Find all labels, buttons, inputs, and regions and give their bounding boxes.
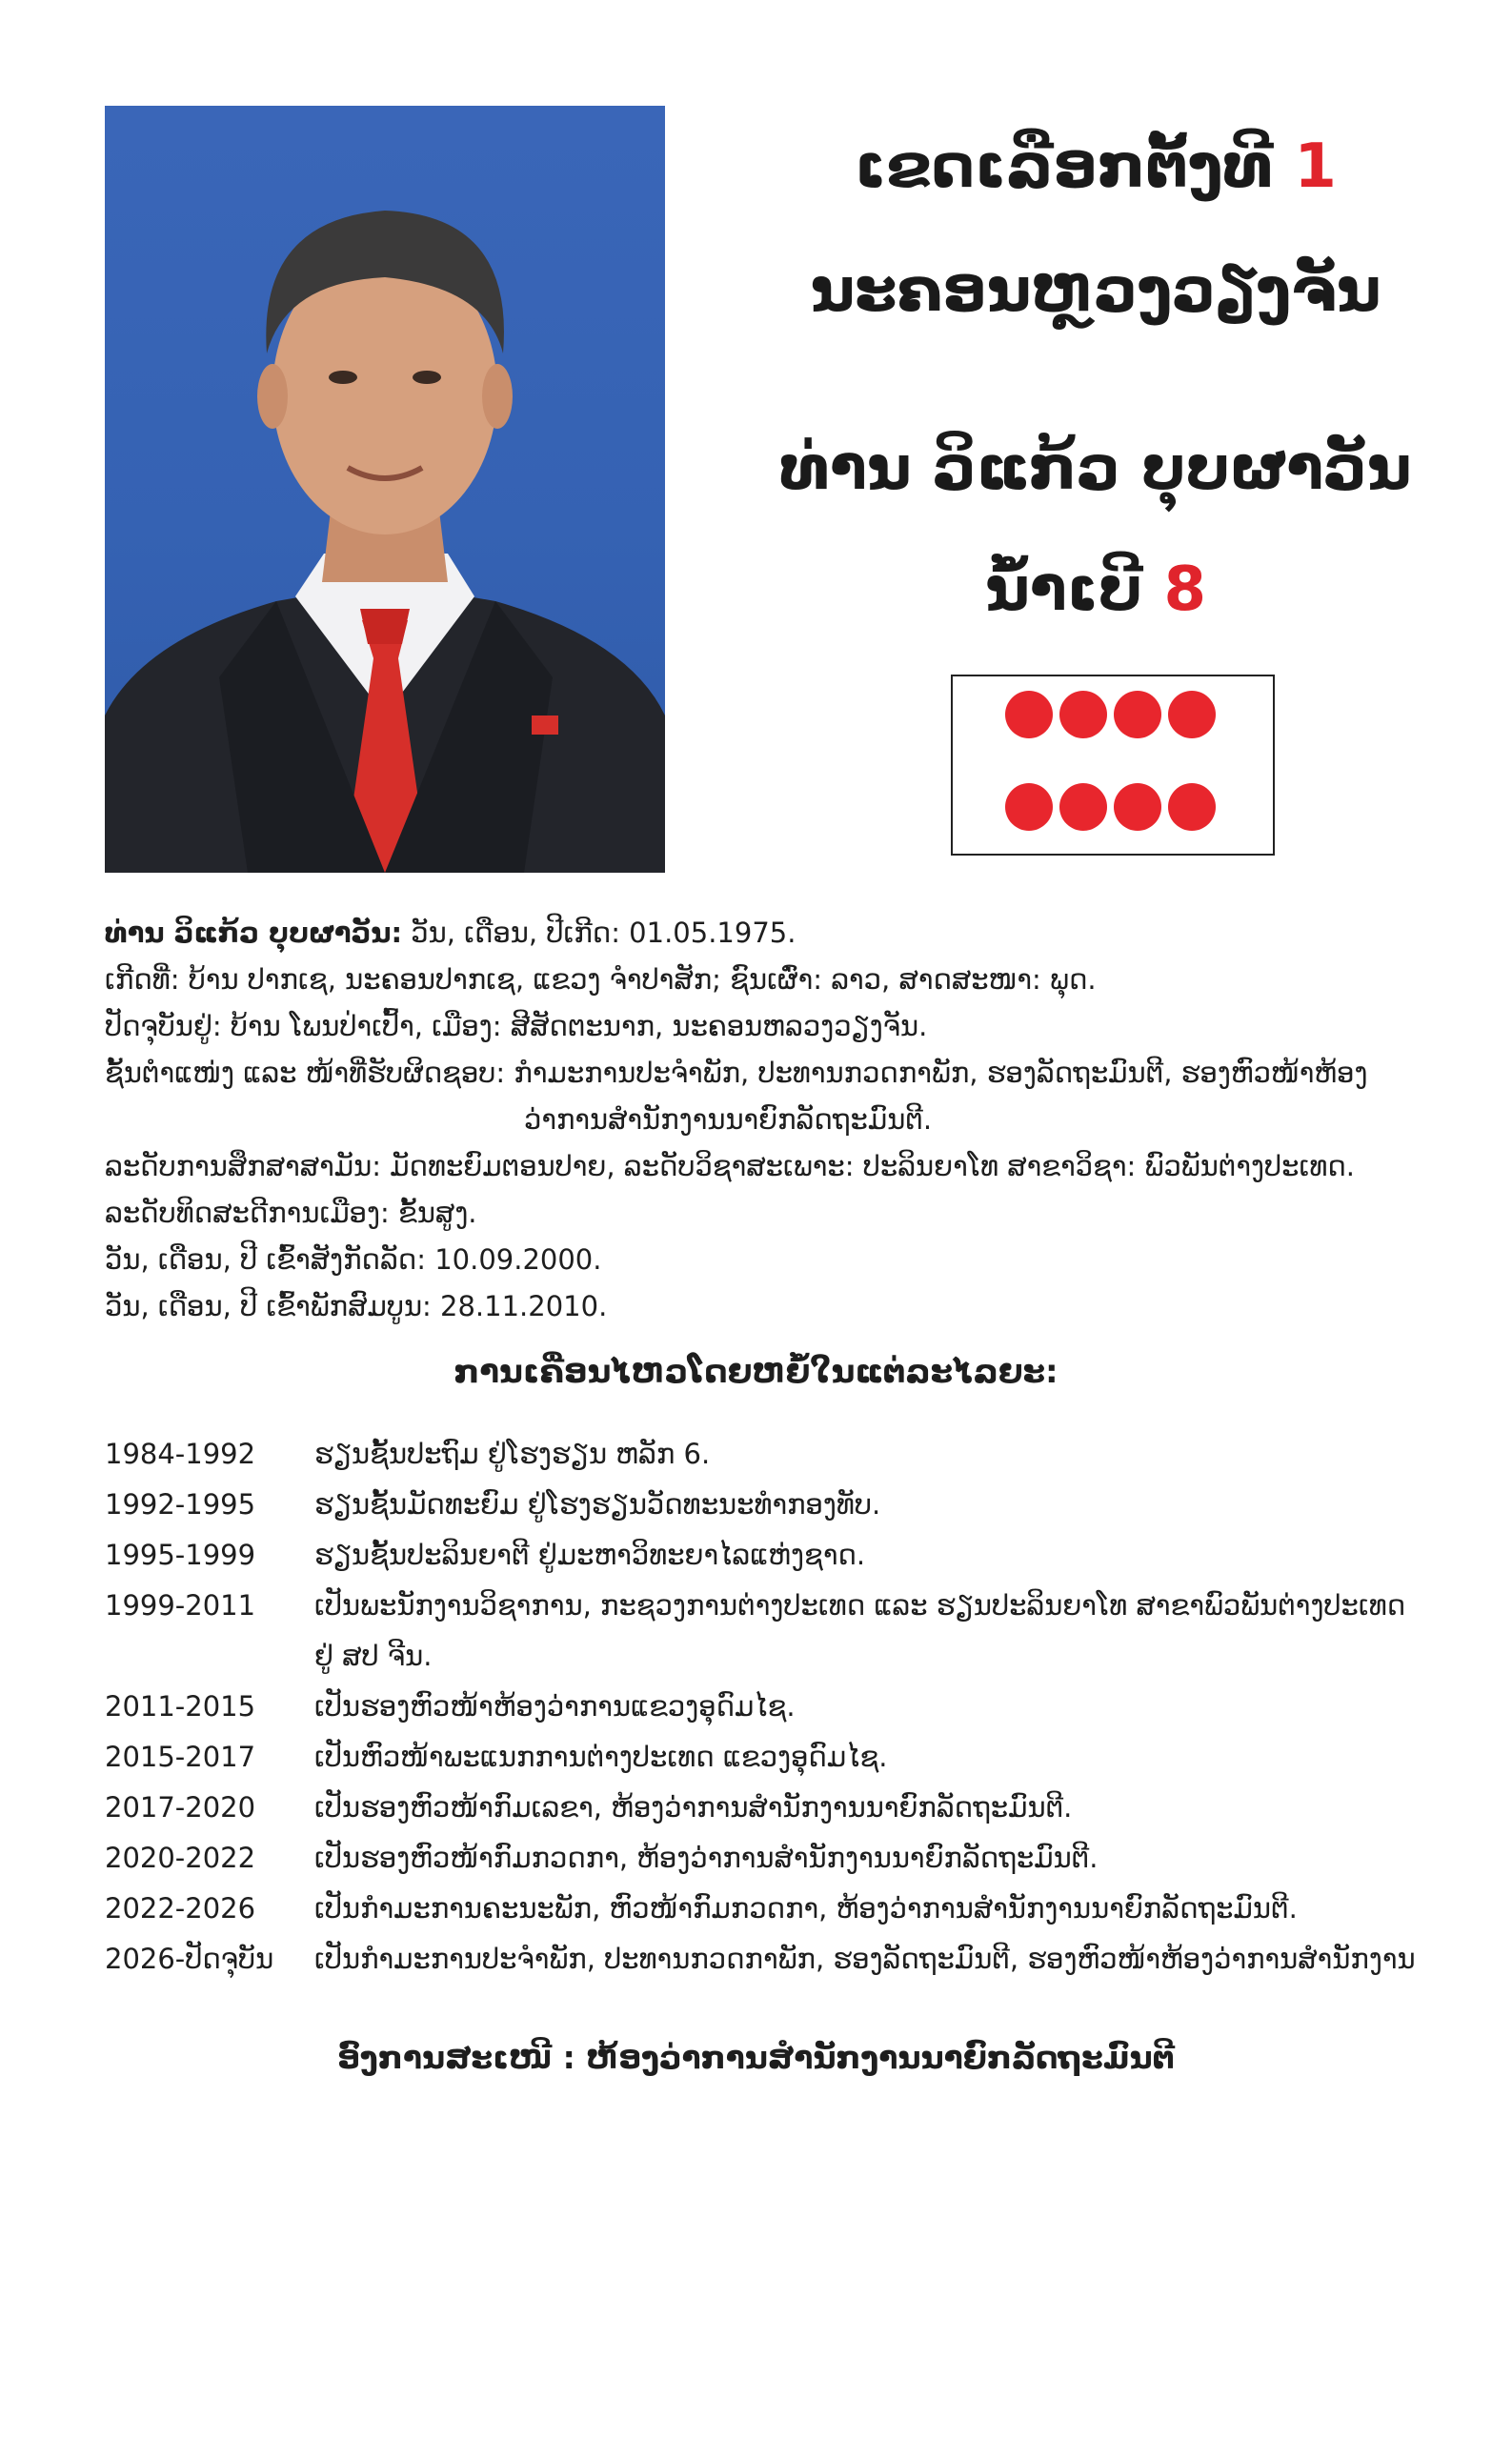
electoral-zone-title [724,131,1467,202]
info-education: ລະດັບການສຶກສາສາມັນ: ມັດທະຍົມຕອນປາຍ, ລະດັບວິຊາສະເພາະ: ປະລິນຍາໂທ ສາຂາວິຊາ: ພົວພັນຕ່າງປະເທດ. [105,1150,1356,1182]
timeline-year: 1999-2011 [105,1589,256,1622]
timeline-row-cont [105,1631,1439,1682]
timeline-row [105,1833,1439,1884]
timeline-text: ຮຽນຊັ້ນປະລິນຍາຕີ ຢູ່ມະຫາວິທະຍາໄລແຫ່ງຊາດ. [314,1539,866,1571]
info-political-theory: ລະດັບທິດສະດີການເມືອງ: ຂັ້ນສູງ. [105,1197,477,1229]
timeline-title: ການເຄື່ອນໄຫວໂດຍຫຍໍ້ໃນແຕ່ລະໄລຍະ: [454,1353,1058,1391]
ballot-dot [1114,783,1161,831]
timeline-year: 2020-2022 [105,1842,256,1874]
timeline-row [105,1429,1439,1480]
info-address: ປັດຈຸບັນຢູ່: ບ້ານ ໂພນປ່າເປົ້າ, ເມືອງ: ສີສັດຕະນາກ, ນະຄອນຫລວງວຽງຈັນ. [105,1010,928,1042]
portrait-icon [105,106,665,873]
timeline-year: 1995-1999 [105,1539,256,1571]
timeline-year-empty [105,1631,314,1682]
timeline-text: ເປັນພະນັກງານວິຊາການ, ກະຊວງການຕ່າງປະເທດ ແລະ ຮຽນປະລິນຍາໂທ ສາຂາພົວພັນຕ່າງປະເທດ [314,1589,1406,1622]
timeline-list [105,1429,1439,1985]
timeline-row [105,1783,1439,1833]
timeline-text: ເປັນຮອງຫົວໜ້າກົມກວດກາ, ຫ້ອງວ່າການສຳນັກງານນາຍົກລັດຖະມົນຕີ. [314,1842,1099,1874]
biography-info [105,910,1439,1330]
timeline-text: ຮຽນຊັ້ນມັດທະຍົມ ຢູ່ໂຮງຮຽນວັດທະນະທຳກອງທັບ. [314,1488,881,1521]
ballot-dot [1059,783,1107,831]
ballot-dot [1005,691,1053,738]
timeline-row [105,1480,1439,1530]
timeline-text: ເປັນຮອງຫົວໜ້າຫ້ອງວ່າການແຂວງອຸດົມໄຊ. [314,1690,796,1723]
ballot-dot [1005,783,1053,831]
timeline-text: ຢູ່ ສປ ຈີນ. [314,1640,433,1672]
ballot-dot [1168,783,1216,831]
timeline-row [105,1884,1439,1934]
zone-label: ເຂດເລືອກຕັ້ງທີ [855,131,1274,202]
timeline-text: ຮຽນຊັ້ນປະຖົມ ຢູ່ໂຮງຮຽນ ຫລັກ 6. [314,1438,711,1470]
timeline-year: 2022-2026 [105,1892,256,1925]
ballot-number-title [724,554,1467,625]
info-birthplace: ເກີດທີ່: ບ້ານ ປາກເຊ, ນະຄອນປາກເຊ, ແຂວງ ຈຳປາສັກ; ຊົນເຜົ່າ: ລາວ, ສາດສະໜາ: ພຸດ. [105,963,1097,996]
timeline-text: ເປັນກຳມະການຄະນະພັກ, ຫົວໜ້າກົມກວດກາ, ຫ້ອງວ່າການສຳນັກງານນາຍົກລັດຖະມົນຕີ. [314,1892,1298,1925]
info-party-join-date: ວັນ, ເດືອນ, ປີ ເຂົ້າພັກສົມບູນ: 28.11.2010. [105,1290,608,1322]
ballot-dots-box [951,675,1275,856]
zone-number: 1 [1294,131,1337,202]
timeline-year: 2026-ປັດຈຸບັນ [105,1943,274,1975]
timeline-year: 2011-2015 [105,1690,256,1723]
info-name: ທ່ານ ວິແກ້ວ ບຸບຜາວັນ: [105,917,403,949]
info-state-join-date: ວັນ, ເດືອນ, ປີ ເຂົ້າສັງກັດລັດ: 10.09.2000. [105,1243,602,1276]
info-birth-row [105,910,1439,957]
ballot-number: 8 [1163,554,1207,625]
ballot-dot [1114,691,1161,738]
nominating-organization: ອົງການສະເໜີ : ຫ້ອງວ່າການສຳນັກງານນາຍົກລັດຖະມົນຕີ [337,2039,1175,2076]
candidate-name: ທ່ານ ວິແກ້ວ ບຸບຜາວັນ [779,433,1412,504]
timeline-year: 2015-2017 [105,1741,256,1773]
portrait-photo [105,106,665,873]
ballot-dot [1059,691,1107,738]
timeline-year: 1984-1992 [105,1438,256,1470]
timeline-text: ເປັນກຳມະການປະຈຳພັກ, ປະທານກວດກາພັກ, ຮອງລັດຖະມົນຕີ, ຮອງຫົວໜ້າຫ້ອງວ່າການສຳນັກງານ [314,1943,1416,1975]
ballot-label: ນໍ້າເບີ [984,554,1143,625]
timeline-row [105,1934,1439,1985]
timeline-row [105,1732,1439,1783]
timeline-year: 2017-2020 [105,1791,256,1824]
info-position-cont: ວ່າການສຳນັກງານນາຍົກລັດຖະມົນຕີ. [524,1103,933,1136]
timeline-row [105,1581,1439,1631]
timeline-row [105,1530,1439,1581]
info-position: ຊັ້ນຕຳແໜ່ງ ແລະ ໜ້າທີ່ຮັບຜິດຊອບ: ກຳມະການປະຈຳພັກ, ປະທານກວດກາພັກ, ຮອງລັດຖະມົນຕີ, ຮອງຫົວໜ້າຫ້ອງ [105,1057,1368,1089]
timeline-text: ເປັນຮອງຫົວໜ້າກົມເລຂາ, ຫ້ອງວ່າການສຳນັກງານນາຍົກລັດຖະມົນຕີ. [314,1791,1073,1824]
ballot-dot [1168,691,1216,738]
city-title: ນະຄອນຫຼວງວຽງຈັນ [810,255,1381,326]
timeline-row [105,1682,1439,1732]
timeline-year: 1992-1995 [105,1488,256,1521]
info-birth: ວັນ, ເດືອນ, ປີເກີດ: 01.05.1975. [411,917,796,949]
timeline-text: ເປັນຫົວໜ້າພະແນກການຕ່າງປະເທດ ແຂວງອຸດົມໄຊ. [314,1741,888,1773]
